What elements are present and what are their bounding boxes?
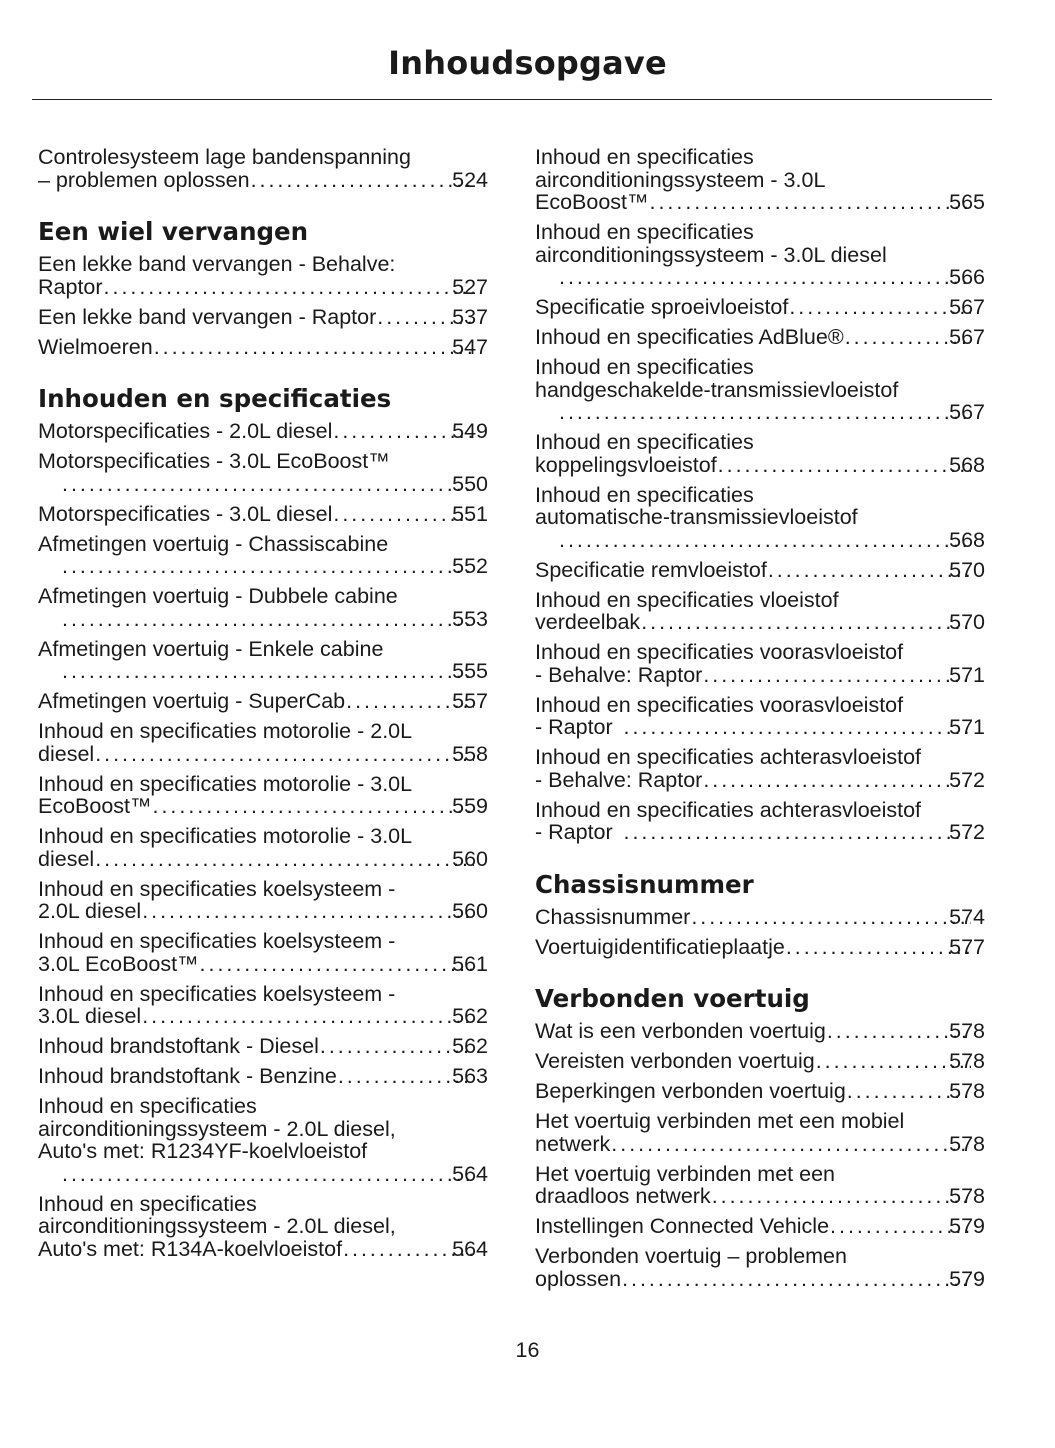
dot-leader <box>62 1163 474 1186</box>
toc-entry-text: Auto's met: R134A-koelvloeistof <box>38 1236 343 1261</box>
toc-entry-lastline <box>38 794 488 818</box>
toc-page-number: 551 <box>452 501 488 526</box>
toc-entry-text: Inhoud en specificaties voorasvloeistof <box>535 640 904 664</box>
toc-entry[interactable] <box>535 1163 985 1208</box>
toc-entry-lastline <box>61 555 488 578</box>
toc-entry[interactable] <box>535 1080 985 1103</box>
toc-entry-text: Afmetingen voertuig - Chassiscabine <box>38 531 389 556</box>
toc-entry-lastline <box>61 473 488 496</box>
toc-entry[interactable] <box>535 936 985 959</box>
toc-entry-text: airconditioningssysteem - 3.0L <box>535 167 826 192</box>
toc-entry-text: Verbonden voertuig – problemen <box>535 1244 847 1268</box>
toc-entry[interactable] <box>38 146 488 191</box>
toc-page-number: 578 <box>949 1049 985 1073</box>
toc-entry-lastline <box>535 934 985 959</box>
toc-entry[interactable] <box>38 878 488 923</box>
toc-entry-lastline <box>38 846 488 871</box>
toc-entry-text: Afmetingen voertuig - Enkele cabine <box>38 636 384 661</box>
toc-entry[interactable] <box>38 638 488 683</box>
toc-entry-text: Wat is een verbonden voertuig <box>535 1019 826 1043</box>
dot-leader <box>650 191 972 214</box>
toc-entry-lastline <box>38 167 488 192</box>
toc-entry-lastline <box>38 1236 488 1261</box>
toc-entry-text: Vereisten verbonden voertuig <box>535 1049 815 1073</box>
toc-entry-text: Inhoud en specificaties <box>535 145 754 169</box>
toc-page-number: 560 <box>452 899 488 923</box>
toc-entry-text: diesel <box>38 741 95 766</box>
toc-entry[interactable] <box>535 641 985 686</box>
toc-entry-lastline <box>38 274 488 299</box>
toc-entry[interactable] <box>535 484 985 552</box>
toc-entry-lastline <box>61 660 488 683</box>
toc-entry-text: Inhoud en specificaties vloeistof <box>535 587 839 612</box>
toc-entry-text: Inhoud en specificaties achterasvloeistof <box>535 797 922 822</box>
page-number: 16 <box>515 1338 540 1362</box>
toc-entry[interactable] <box>535 589 985 634</box>
dot-leader <box>62 555 474 578</box>
toc-page-number: 567 <box>949 295 985 319</box>
dot-leader <box>712 1185 971 1208</box>
toc-entry-text: - Raptor <box>535 715 613 739</box>
toc-page-number: 578 <box>949 1079 985 1103</box>
dot-leader <box>62 608 474 631</box>
toc-entry-text: Auto's met: R1234YF-koelvloeistof <box>38 1139 368 1163</box>
toc-page-number: 571 <box>949 715 985 739</box>
toc-page-number: 558 <box>452 741 488 766</box>
toc-page-number: 578 <box>949 1131 985 1156</box>
toc-entry-text: - Behalve: Raptor <box>535 662 703 687</box>
toc-entry-text: airconditioningssysteem - 2.0L diesel, <box>38 1116 396 1141</box>
dot-leader <box>703 664 971 687</box>
dot-leader <box>691 906 971 929</box>
toc-entry-lastline <box>38 689 488 713</box>
toc-entry-text: airconditioningssysteem - 3.0L diesel <box>535 242 887 267</box>
toc-entry-text: Inhoud en specificaties <box>38 1094 257 1118</box>
toc-page-number: 557 <box>452 689 488 713</box>
toc-entry[interactable] <box>535 221 985 289</box>
toc-page-number: 578 <box>949 1184 985 1208</box>
dot-leader <box>622 1268 971 1291</box>
toc-page-number: 567 <box>949 400 985 424</box>
toc-entry[interactable] <box>535 356 985 424</box>
toc-entry-text: Chassisnummer <box>535 904 691 929</box>
toc-entry-text: 2.0L diesel <box>38 899 142 923</box>
toc-entry-text: Afmetingen voertuig - Dubbele cabine <box>38 584 398 608</box>
toc-entry-text: koppelingsvloeistof <box>535 452 717 477</box>
toc-column-right <box>535 146 985 1298</box>
toc-entry[interactable] <box>535 1050 985 1073</box>
toc-entry[interactable] <box>38 420 488 443</box>
toc-entry[interactable] <box>38 773 488 818</box>
toc-entry-lastline <box>535 557 985 582</box>
toc-entry-text: Inhoud en specificaties achterasvloeistof <box>535 745 922 769</box>
dot-leader <box>816 1050 971 1073</box>
dot-leader <box>251 169 475 192</box>
dot-leader <box>559 401 971 424</box>
toc-page-number: 564 <box>452 1161 488 1186</box>
toc-page-number: 568 <box>949 527 985 552</box>
toc-entry-text: Motorspecificaties - 2.0L diesel <box>38 419 333 443</box>
toc-entry[interactable] <box>535 146 985 214</box>
toc-entry[interactable] <box>535 326 985 349</box>
toc-entry-text: EcoBoost™ <box>38 794 152 818</box>
toc-page-number: 555 <box>452 659 488 683</box>
toc-page-number: 570 <box>949 557 985 582</box>
toc-entry-text: Wielmoeren <box>38 334 153 359</box>
toc-entry-lastline <box>535 904 985 929</box>
dot-leader <box>200 953 475 976</box>
toc-entry[interactable] <box>535 431 985 476</box>
toc-entry[interactable] <box>535 296 985 319</box>
toc-entry-text: Inhoud en specificaties koelsysteem - <box>38 981 396 1006</box>
dot-leader <box>62 473 474 496</box>
toc-entry-text: Een lekke band vervangen - Behalve: <box>38 252 396 276</box>
dot-leader <box>95 743 474 766</box>
toc-entry-text: Inhoud en specificaties <box>535 482 754 507</box>
toc-entry-text: diesel <box>38 846 95 871</box>
toc-entry-text: Controlesysteem lage bandenspanning <box>38 145 411 169</box>
toc-entry[interactable] <box>38 720 488 765</box>
toc-entry-lastline <box>38 1004 488 1028</box>
toc-entry-text: 3.0L diesel <box>38 1004 142 1028</box>
toc-entry-text: Het voertuig verbinden met een mobiel <box>535 1109 905 1133</box>
toc-entry-lastline <box>38 899 488 923</box>
toc-entry[interactable] <box>38 533 488 578</box>
toc-page-number: 563 <box>452 1064 488 1088</box>
toc-entry[interactable] <box>38 253 488 298</box>
dot-leader <box>703 769 971 792</box>
toc-entry-text: Inhoud en specificaties koelsysteem - <box>38 929 396 953</box>
title-divider <box>32 99 992 100</box>
toc-entry[interactable] <box>535 694 985 739</box>
toc-page-number: 550 <box>452 471 488 496</box>
toc-entry-text: Specificatie remvloeistof <box>535 557 767 582</box>
section-heading-verbonden-voertuig: Verbonden voertuig <box>535 984 810 1013</box>
toc-entry-lastline <box>558 529 985 552</box>
toc-entry-lastline <box>558 266 985 289</box>
dot-leader <box>142 1005 474 1028</box>
toc-entry[interactable] <box>38 336 488 359</box>
toc-page-number: 559 <box>452 794 488 818</box>
toc-entry-text: handgeschakelde-transmissievloeistof <box>535 377 899 402</box>
toc-entry-lastline <box>535 715 985 739</box>
toc-page-number: 572 <box>949 820 985 844</box>
toc-entry-text: draadloos netwerk <box>535 1184 711 1208</box>
toc-page-number: 578 <box>949 1019 985 1043</box>
toc-entry[interactable] <box>38 690 488 713</box>
toc-entry-lastline <box>38 501 488 526</box>
dot-leader <box>624 716 972 739</box>
toc-entry-lastline <box>535 1214 985 1238</box>
toc-entry-lastline <box>535 662 985 687</box>
toc-entry-text: Motorspecificaties - 3.0L diesel <box>38 501 333 526</box>
toc-entry[interactable] <box>38 585 488 630</box>
toc-page-number: 571 <box>949 662 985 687</box>
toc-entry-lastline <box>38 419 488 443</box>
dot-leader <box>789 296 971 319</box>
toc-page-number: 562 <box>452 1034 488 1058</box>
dot-leader <box>611 1133 971 1156</box>
toc-entry[interactable] <box>38 1095 488 1185</box>
toc-page-number: 579 <box>949 1266 985 1291</box>
toc-entry-lastline <box>38 741 488 766</box>
toc-entry[interactable] <box>535 799 985 844</box>
toc-entry-text: automatische-transmissievloeistof <box>535 505 858 529</box>
toc-entry-text: Inhoud en specificaties motorolie - 2.0L <box>38 719 413 743</box>
toc-entry-text: Inhoud en specificaties <box>535 430 754 454</box>
toc-column-left <box>38 146 488 1268</box>
toc-entry-text: Motorspecificaties - 3.0L EcoBoost™ <box>38 449 390 473</box>
toc-entry[interactable] <box>38 825 488 870</box>
toc-entry-text: Het voertuig verbinden met een <box>535 1161 835 1186</box>
toc-page-number: 537 <box>452 304 488 329</box>
toc-entry[interactable] <box>38 930 488 975</box>
section-heading-een-wiel-vervangen: Een wiel vervangen <box>38 217 309 246</box>
toc-entry-lastline <box>558 401 985 424</box>
toc-entry[interactable] <box>535 1245 985 1290</box>
toc-entry-text: Inhoud en specificaties AdBlue® <box>535 325 844 349</box>
toc-page-number: 566 <box>949 265 985 289</box>
toc-entry[interactable] <box>38 1193 488 1261</box>
toc-page-number: 565 <box>949 190 985 214</box>
toc-page-number: 567 <box>949 325 985 349</box>
toc-page-number: 572 <box>949 767 985 792</box>
toc-entry[interactable] <box>38 1065 488 1088</box>
toc-entry[interactable] <box>38 503 488 526</box>
toc-entry-lastline <box>535 1019 985 1043</box>
toc-entry-text: Instellingen Connected Vehicle <box>535 1214 830 1238</box>
toc-entry-text: Inhoud brandstoftank - Benzine <box>38 1064 337 1088</box>
toc-entry-lastline <box>38 1064 488 1088</box>
dot-leader <box>559 529 971 552</box>
toc-entry[interactable] <box>535 1215 985 1238</box>
toc-entry-text: Voertuigidentificatieplaatje <box>535 934 785 959</box>
toc-entry-text: Inhoud en specificaties <box>38 1191 257 1216</box>
toc-entry-text: Inhoud en specificaties motorolie - 3.0L <box>38 771 413 796</box>
toc-entry[interactable] <box>535 1110 985 1155</box>
toc-page-number: 562 <box>452 1004 488 1028</box>
toc-entry[interactable] <box>535 559 985 582</box>
toc-entry-lastline <box>535 1266 985 1291</box>
toc-entry-lastline <box>535 325 985 349</box>
toc-entry-text: Inhoud en specificaties <box>535 220 754 244</box>
toc-entry-text: verdeelbak <box>535 610 641 634</box>
toc-page-number: 570 <box>949 610 985 634</box>
toc-entry-lastline <box>535 820 985 844</box>
dot-leader <box>62 660 474 683</box>
toc-entry-text: – problemen oplossen <box>38 167 250 192</box>
toc-page-number: 547 <box>452 334 488 359</box>
toc-entry-text: Een lekke band vervangen - Raptor <box>38 304 377 329</box>
dot-leader <box>768 559 971 582</box>
toc-entry[interactable] <box>38 450 488 495</box>
toc-page-number: 568 <box>949 452 985 477</box>
toc-entry-text: Inhoud en specificaties voorasvloeistof <box>535 692 904 717</box>
toc-page-number: 524 <box>452 167 488 192</box>
toc-entry-text: EcoBoost™ <box>535 190 649 214</box>
toc-entry-lastline <box>38 304 488 329</box>
toc-entry-lastline <box>535 190 985 214</box>
toc-entry[interactable] <box>535 906 985 929</box>
dot-leader <box>641 611 971 634</box>
page-title: Inhoudsopgave <box>388 44 667 82</box>
toc-entry-lastline <box>38 951 488 976</box>
toc-page-number: 577 <box>949 934 985 959</box>
toc-page-number: 527 <box>452 274 488 299</box>
dot-leader <box>320 1035 474 1058</box>
toc-page-number: 579 <box>949 1214 985 1238</box>
toc-entry-lastline <box>61 1163 488 1186</box>
toc-entry[interactable] <box>38 306 488 329</box>
toc-page-number: 552 <box>452 554 488 578</box>
toc-entry-text: Specificatie sproeivloeistof <box>535 295 789 319</box>
toc-entry-lastline <box>535 767 985 792</box>
toc-entry-text: Raptor <box>38 274 103 299</box>
dot-leader <box>154 336 474 359</box>
toc-entry[interactable] <box>535 1020 985 1043</box>
toc-entry-lastline <box>535 1049 985 1073</box>
toc-entry-text: oplossen <box>535 1266 622 1291</box>
toc-page-number: 561 <box>452 951 488 976</box>
toc-entry[interactable] <box>38 1035 488 1058</box>
toc-entry-text: Inhoud en specificaties koelsysteem - <box>38 876 396 901</box>
section-heading-chassisnummer: Chassisnummer <box>535 869 754 899</box>
toc-entry-lastline <box>38 1034 488 1058</box>
toc-entry-text: - Behalve: Raptor <box>535 767 703 792</box>
toc-entry-lastline <box>535 452 985 477</box>
toc-entry-lastline <box>535 1131 985 1156</box>
dot-leader <box>104 276 475 299</box>
dot-leader <box>559 266 971 289</box>
toc-entry-text: netwerk <box>535 1131 611 1156</box>
toc-entry-text: Beperkingen verbonden voertuig <box>535 1079 846 1103</box>
toc-page-number: 549 <box>452 419 488 443</box>
toc-entry-lastline <box>535 610 985 634</box>
dot-leader <box>153 795 475 818</box>
toc-entry-text: Inhoud en specificaties motorolie - 3.0L <box>38 824 413 848</box>
toc-entry-text: - Raptor <box>535 820 613 844</box>
dot-leader <box>718 454 971 477</box>
toc-entry-lastline <box>61 608 488 631</box>
dot-leader <box>624 821 972 844</box>
dot-leader <box>786 936 971 959</box>
toc-entry-lastline <box>535 1184 985 1208</box>
toc-page-number: 553 <box>452 606 488 631</box>
toc-entry-text: Inhoud en specificaties <box>535 355 754 379</box>
toc-entry-lastline <box>535 295 985 319</box>
toc-entry-lastline <box>535 1079 985 1103</box>
dot-leader <box>142 900 474 923</box>
toc-entry-text: Afmetingen voertuig - SuperCab <box>38 689 346 713</box>
toc-page-number: 560 <box>452 846 488 871</box>
toc-entry-text: Inhoud brandstoftank - Diesel <box>38 1034 319 1058</box>
toc-page-number: 564 <box>452 1236 488 1261</box>
toc-entry-text: 3.0L EcoBoost™ <box>38 951 199 976</box>
toc-page-number: 574 <box>949 904 985 929</box>
toc-entry[interactable] <box>535 746 985 791</box>
toc-entry-lastline <box>38 334 488 359</box>
toc-entry[interactable] <box>38 983 488 1028</box>
toc-entry-text: airconditioningssysteem - 2.0L diesel, <box>38 1214 396 1238</box>
dot-leader <box>95 848 474 871</box>
section-heading-inhouden-en-specificaties: Inhouden en specificaties <box>38 384 392 413</box>
